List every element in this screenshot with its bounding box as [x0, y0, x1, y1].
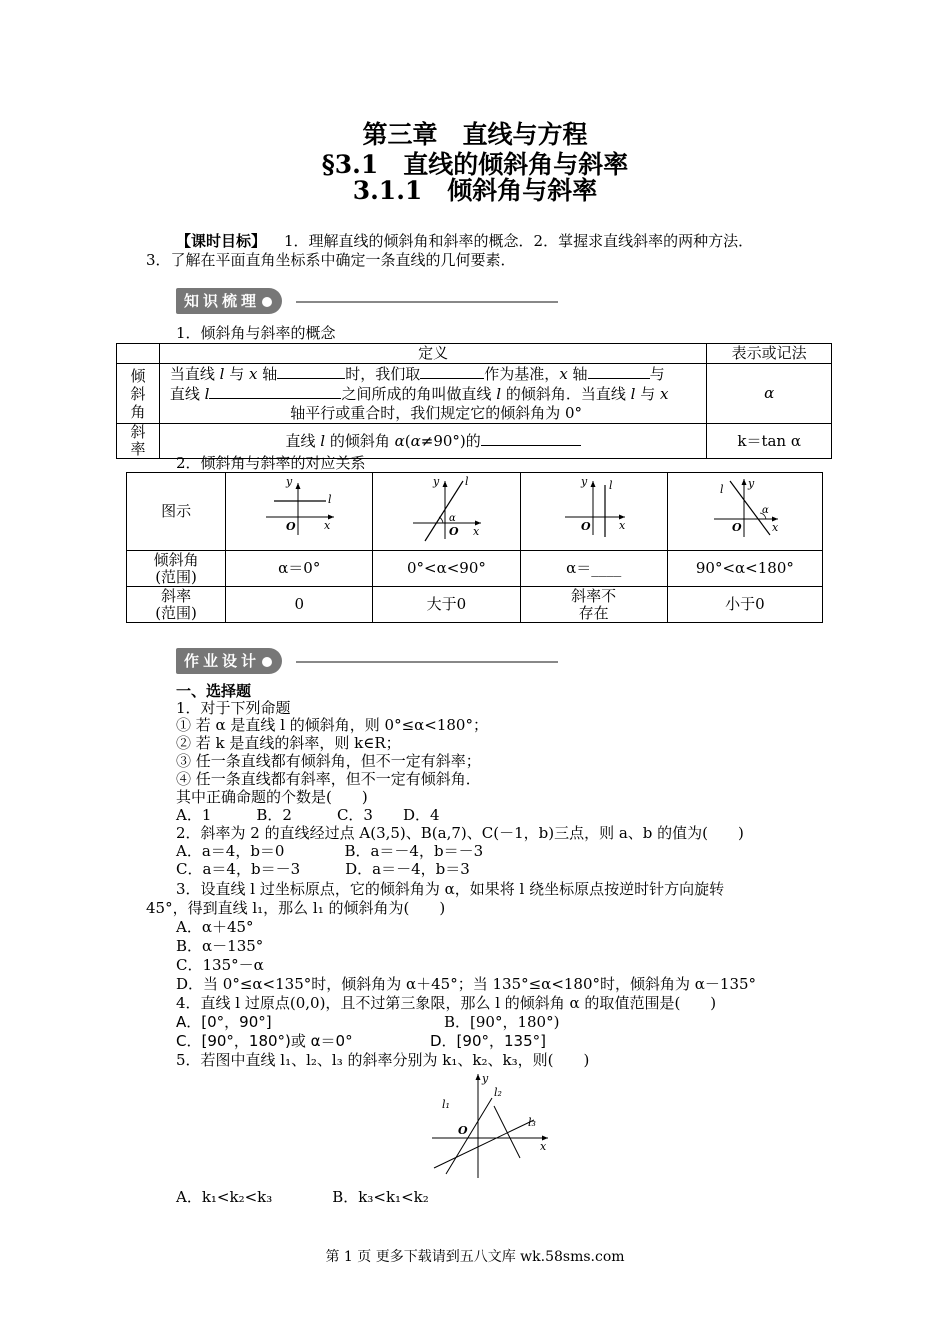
q1-item-b: ② 若 k 是直线的斜率，则 k∈R； — [176, 734, 401, 752]
q1-item-d: ④ 任一条直线都有斜率，但不一定有倾斜角． — [176, 770, 481, 788]
q1-stem: 1．对于下列命题 — [176, 699, 291, 717]
dot-icon — [262, 297, 272, 307]
k2-heading: 2．倾斜角与斜率的对应关系 — [176, 454, 366, 472]
svg-text:x: x — [473, 525, 480, 538]
q4-options-ab: A．[0°，90°] B．[90°，180°) — [176, 1013, 560, 1031]
angle-3: α＝____ — [520, 551, 667, 587]
angle-notation: α — [707, 364, 832, 424]
svg-text:y: y — [482, 1072, 489, 1085]
slope-2: 大于0 — [373, 587, 520, 623]
dot-icon — [262, 657, 272, 667]
angle-definition: 当直线 l 与 x 轴 时，我们取 作为基准，x 轴 与 直线 l 之间所成的角叫做直线 l 的倾斜角．当直线 l 与 x 轴平行或重合时，我们规定它的倾斜角为 0° — [159, 364, 706, 424]
q1-item-c: ③ 任一条直线都有倾斜角，但不一定有斜率； — [176, 752, 481, 770]
angle-2: 0°<α<90° — [373, 551, 520, 587]
svg-text:x: x — [540, 1140, 547, 1153]
q3-option-a: A．α＋45° — [176, 918, 254, 936]
k1-heading: 1．倾斜角与斜率的概念 — [176, 324, 336, 342]
footer: 第 1 页 更多下载请到五八文库 wk.58sms.com — [325, 1249, 625, 1265]
q4-stem: 4．直线 l 过原点(0,0)，且不过第三象限，那么 l 的倾斜角 α 的取值范围是( ) — [176, 994, 717, 1012]
row-slope-head: 斜 率 — [117, 424, 160, 459]
q1-options: A．1 B．2 C．3 D．4 — [176, 806, 440, 824]
q1-ask: 其中正确命题的个数是( ) — [176, 788, 368, 806]
slope-4: 小于0 — [667, 587, 822, 623]
svg-text:l₁: l₁ — [442, 1098, 450, 1111]
svg-text:α: α — [761, 505, 769, 516]
svg-text:y: y — [747, 477, 755, 490]
figure-4 — [667, 473, 822, 551]
svg-text:O: O — [731, 521, 742, 534]
q3-stem-1: 3．设直线 l 过坐标原点，它的倾斜角为 α，如果将 l 绕坐标原点按逆时针方向旋转 — [176, 880, 725, 898]
svg-text:l₃: l₃ — [528, 1116, 536, 1129]
slope-definition: 直线 l 的倾斜角 α(α≠90°)的 — [159, 424, 706, 459]
q3-option-c: C．135°－α — [176, 956, 264, 974]
angle-4: 90°<α<180° — [667, 551, 822, 587]
banner-homework: 作业设计 — [176, 648, 558, 674]
svg-text:y: y — [286, 475, 293, 488]
svg-text:l: l — [465, 475, 469, 488]
slope-3: 斜率不 存在 — [520, 587, 667, 623]
q4-options-cd: C．[90°，180°)或 α＝0° D．[90°，135°] — [176, 1032, 546, 1050]
q2-stem: 2．斜率为 2 的直线经过点 A(3,5)、B(a,7)、C(－1，b)三点，则 a、b 的值为( ) — [176, 824, 744, 842]
goals-line1: 【课时目标】 1．理解直线的倾斜角和斜率的概念．2．掌握求直线斜率的两种方法． — [176, 232, 754, 250]
svg-text:y: y — [580, 475, 587, 488]
row-angle-head: 倾 斜 角 — [117, 364, 160, 424]
row-figure-head: 图示 — [127, 473, 226, 551]
q1-item-a: ① 若 α 是直线 l 的倾斜角，则 0°≤α<180°； — [176, 716, 488, 734]
slope-1: 0 — [226, 587, 373, 623]
q5-options: A．k₁<k₂<k₃ B．k₃<k₁<k₂ — [176, 1188, 429, 1206]
goals-line2: 3．了解在平面直角坐标系中确定一条直线的几何要素． — [146, 251, 516, 269]
q2-options-cd: C．a＝4，b＝－3 D．a＝－4，b＝3 — [176, 860, 470, 878]
svg-text:l: l — [719, 483, 724, 496]
svg-text:y: y — [433, 475, 440, 488]
col-definition: 定义 — [159, 344, 706, 364]
row-slope-head2: 斜率 (范围) — [127, 587, 226, 623]
svg-text:x: x — [771, 521, 779, 534]
svg-text:l₂: l₂ — [494, 1086, 502, 1099]
relation-table — [126, 472, 823, 623]
banner-knowledge: 知识梳理 — [176, 288, 558, 314]
figure-2 — [373, 473, 520, 551]
section-title: §3.1 直线的倾斜角与斜率 — [321, 150, 629, 179]
svg-text:O: O — [286, 520, 296, 533]
col-notation: 表示或记法 — [707, 344, 832, 364]
q3-stem-2: 45°，得到直线 l₁，那么 l₁ 的倾斜角为( ) — [146, 899, 446, 917]
svg-text:O: O — [580, 520, 591, 533]
figure-3 — [520, 473, 667, 551]
chapter-title: 第三章 直线与方程 — [362, 120, 588, 149]
svg-text:x: x — [324, 519, 331, 532]
svg-text:O: O — [449, 525, 460, 538]
q2-options-ab: A．a＝4，b＝0 B．a＝－4，b＝－3 — [176, 842, 484, 860]
angle-1: α＝0° — [226, 551, 373, 587]
svg-text:l: l — [328, 493, 332, 506]
figure-1 — [226, 473, 373, 551]
q5-stem: 5．若图中直线 l₁、l₂、l₃ 的斜率分别为 k₁、k₂、k₃，则( ) — [176, 1051, 590, 1069]
part-heading: 一、选择题 — [176, 682, 252, 700]
svg-text:l: l — [608, 479, 613, 492]
q5-figure — [430, 1070, 560, 1180]
svg-text:α: α — [449, 513, 457, 524]
row-angle-head2: 倾斜角 (范围) — [127, 551, 226, 587]
q3-option-d: D．当 0°≤α<135°时，倾斜角为 α＋45°；当 135°≤α<180°时，倾斜角为 α－135° — [176, 975, 757, 993]
svg-text:x: x — [618, 519, 625, 532]
svg-text:O: O — [458, 1124, 468, 1137]
concept-table — [116, 343, 832, 459]
subsection-title: 3.1.1 倾斜角与斜率 — [352, 176, 598, 205]
slope-notation: k＝tan α — [707, 424, 832, 459]
q3-option-b: B．α－135° — [176, 937, 264, 955]
